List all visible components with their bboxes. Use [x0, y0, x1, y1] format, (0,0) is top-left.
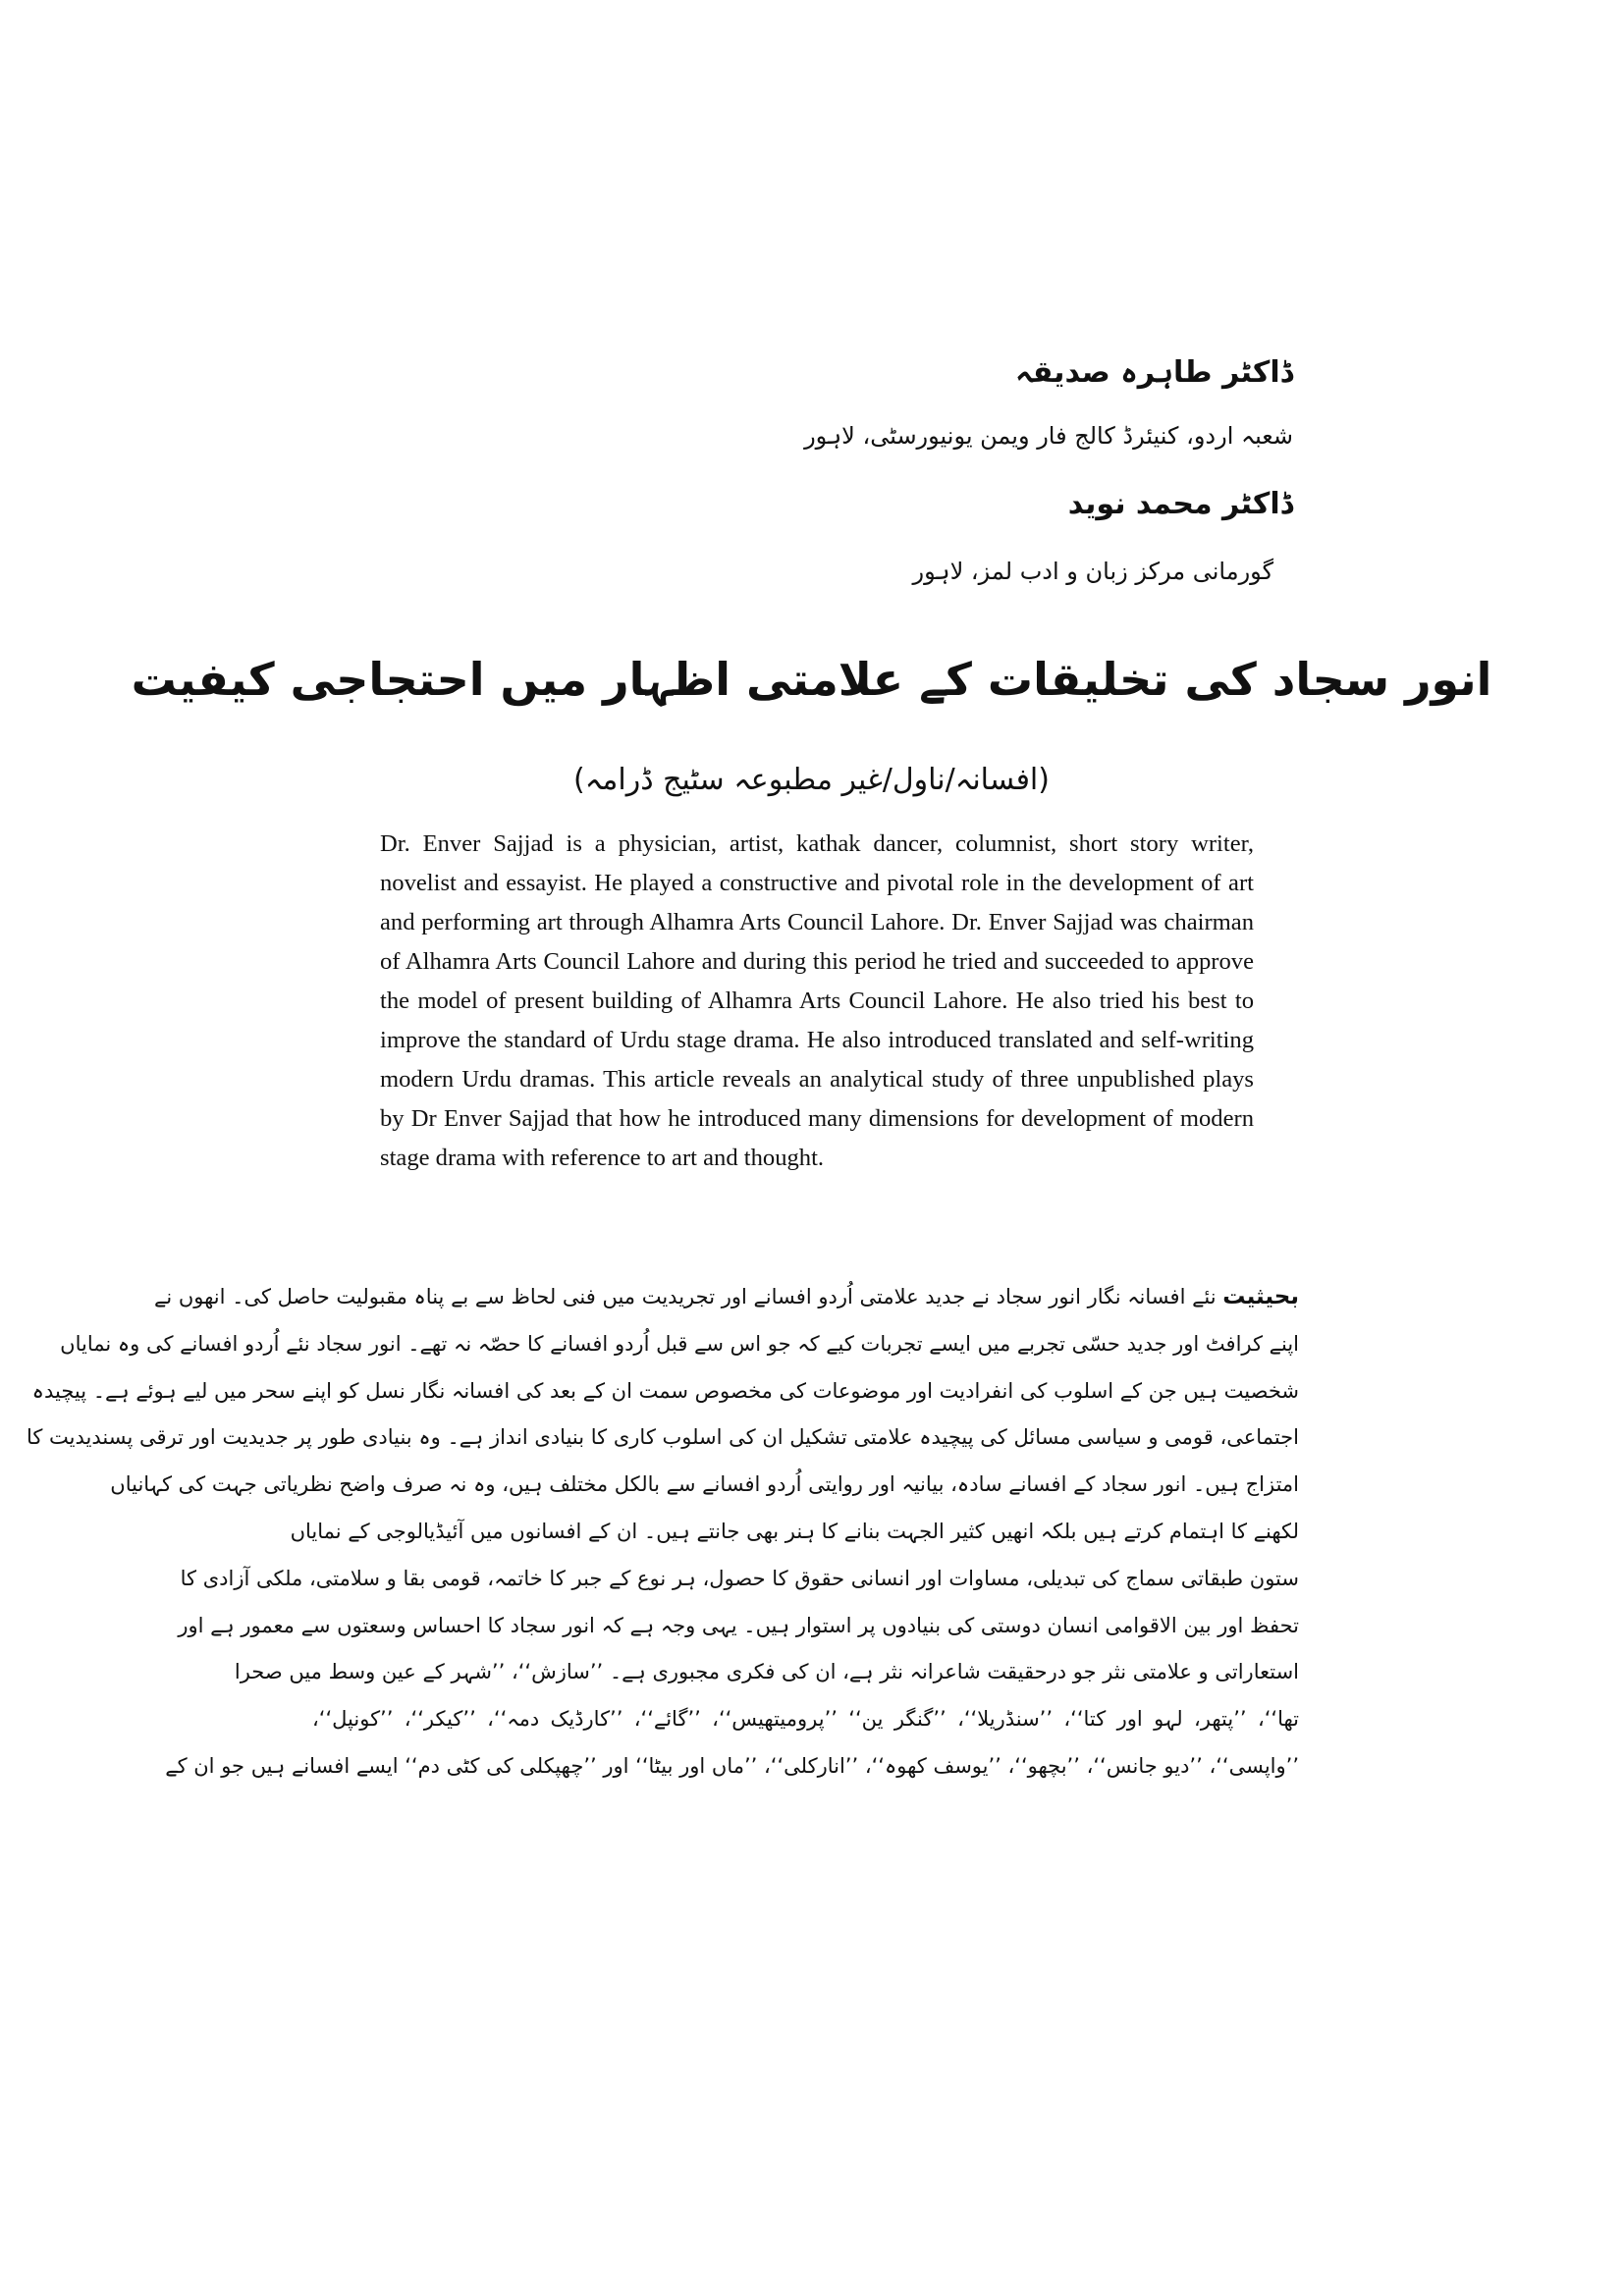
body-line: اپنے کرافٹ اور جدید حسّی تجربے میں ایسے تجربات کیے کہ جو اس سے قبل اُردو افسانے کا حصّہ نہ تھے۔ انور سجاد نئے اُردو افسانے کی وہ نمایاں	[60, 1331, 1299, 1356]
body-line: لکھنے کا اہتمام کرتے ہیں بلکہ انھیں کثیر الجہت بنانے کا ہنر بھی جانتے ہیں۔ ان کے افسانوں میں آئیڈیالوجی کے نمایاں	[290, 1519, 1299, 1543]
lead-word: بحیثیت	[1222, 1284, 1299, 1309]
author-affiliation-1: شعبہ اردو، کنیئرڈ کالج فار ویمن یونیورسٹی، لاہور	[804, 422, 1293, 450]
author-name-2: ڈاکٹر محمد نوید	[1067, 487, 1293, 521]
body-line: تحفظ اور بین الاقوامی انسان دوستی کی بنیادوں پر استوار ہیں۔ یہی وجہ ہے کہ انور سجاد کا احساس وسعتوں سے معمور ہے اور	[178, 1613, 1299, 1637]
author-affiliation-2: گورمانی مرکز زبان و ادب لمز، لاہور	[912, 558, 1273, 585]
author-block	[409, 353, 1293, 620]
body-line: شخصیت ہیں جن کے اسلوب کی انفرادیت اور موضوعات کی مخصوص سمت ان کے بعد کی افسانہ نگار نسل کو اپنے سحر میں لیے ہوئے ہے۔ پیچیدہ	[31, 1378, 1299, 1403]
body-line: تھا‘‘، ’’پتھر، لہو اور کتا‘‘، ’’سنڈریلا‘‘، ’’گنگر ین‘‘ ’’پرومیتھیس‘‘، ’’گائے‘‘، ’’کارڈیک دمہ‘‘، ’’کیکر‘‘، ’’کونپل‘‘،	[312, 1707, 1299, 1732]
article-title: انور سجاد کی تخلیقات کے علامتی اظہار میں احتجاجی کیفیت	[131, 653, 1492, 706]
body-line: ستون طبقاتی سماج کی تبدیلی، مساوات اور انسانی حقوق کا حصول، ہر نوع کے جبر کا خاتمہ، قومی بقا و سلامتی، ملکی آزادی کا	[180, 1566, 1299, 1590]
article-subtitle: (افسانہ/ناول/غیر مطبوعہ سٹیج ڈرامہ)	[573, 763, 1050, 797]
abstract: Dr. Enver Sajjad is a physician, artist, kathak dancer, columnist, short story writer, novelist and essayist. He played a constructive and pivotal role in the development of art and performing art through Alhamra Arts Council Lahore. Dr. Enver Sajjad was chairman of Alhamra Arts Council Lahore and during this period he tried and succeeded to approve the model of present building of Alhamra Arts Council Lahore. He also tried his best to improve the standard of Urdu stage drama. He also introduced translated and self-writing modern Urdu dramas. This article reveals an analytical study of three unpublished plays by Dr Enver Sajjad that how he introduced many dimensions for development of modern stage drama with reference to art and thought.	[380, 830, 1254, 1171]
article-body	[26, 1274, 1299, 1790]
author-name-1: ڈاکٹر طاہرہ صدیقہ	[1015, 355, 1293, 390]
body-line: استعاراتی و علامتی نثر جو درحقیقت شاعرانہ نثر ہے، ان کی فکری مجبوری ہے۔ ’’سازش‘‘، ’’شہر کے عین وسط میں صحرا	[234, 1660, 1299, 1684]
body-line: اجتماعی، قومی و سیاسی مسائل کی پیچیدہ علامتی تشکیل ان کی اسلوب کاری کا بنیادی انداز ہے۔ وہ بنیادی طور پر جدیدیت اور ترقی پسندیدیت کا	[26, 1425, 1299, 1450]
body-line-text: نئے افسانہ نگار انور سجاد نے جدید علامتی اُردو افسانے اور تجریدیت میں فنی لحاظ سے بے پناہ مقبولیت حاصل کی۔ انھوں نے	[154, 1285, 1217, 1308]
body-line: ’’واپسی‘‘، ’’دیو جانس‘‘، ’’بچھو‘‘، ’’یوسف کھوہ‘‘، ’’انارکلی‘‘، ’’ماں اور بیٹا‘‘ اور ’’چھپکلی کی کٹی دم‘‘ ایسے افسانے ہیں جو ان کے	[165, 1753, 1299, 1778]
body-line	[154, 1274, 1299, 1321]
body-line: امتزاج ہیں۔ انور سجاد کے افسانے سادہ، بیانیہ اور روایتی اُردو افسانے سے بالکل مختلف ہیں، وہ نہ صرف واضح نظریاتی جہت کی کہانیاں	[110, 1472, 1299, 1497]
